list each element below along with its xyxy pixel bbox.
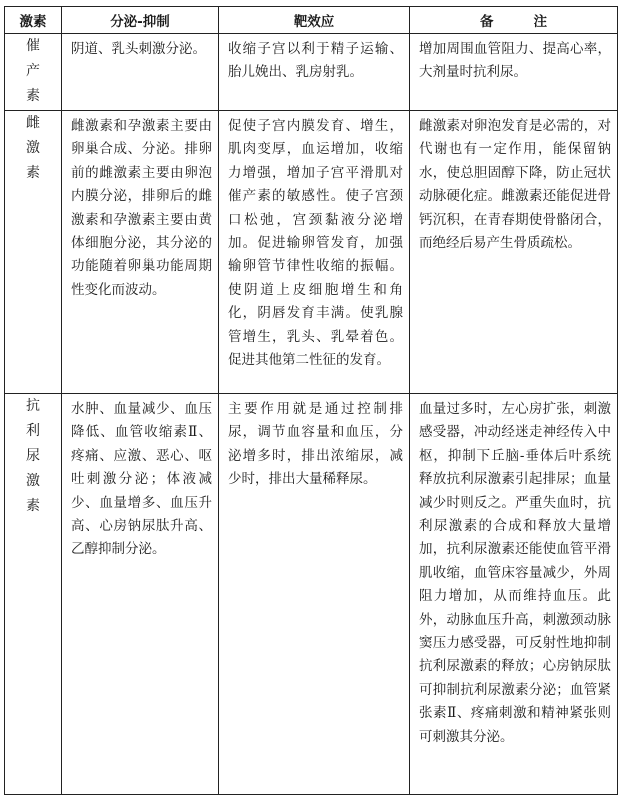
header-hormone: 激素 bbox=[5, 7, 62, 34]
header-secretion-inhibition: 分泌-抑制 bbox=[62, 7, 219, 34]
hormone-name-cell bbox=[5, 111, 62, 394]
target-effect-cell: 主要作用就是通过控制排尿，调节血容量和血压，分泌增多时，排出浓缩尿，减少时，排出大量稀释尿。 bbox=[219, 394, 410, 795]
hormone-name: 催产素 bbox=[26, 38, 40, 104]
table-row-antidiuretic-hormone bbox=[5, 394, 618, 795]
secretion-cell: 阴道、乳头刺激分泌。 bbox=[62, 34, 219, 111]
table-row-oxytocin bbox=[5, 34, 618, 111]
header-target-effect: 靶效应 bbox=[219, 7, 410, 34]
hormone-name: 雌激素 bbox=[26, 115, 40, 181]
table-header-row bbox=[5, 7, 618, 34]
remark-cell: 增加周围血管阻力、提高心率，大剂量时抗利尿。 bbox=[410, 34, 618, 111]
target-effect-cell: 收缩子宫以利于精子运输、胎儿娩出、乳房射乳。 bbox=[219, 34, 410, 111]
remark-cell: 血量过多时，左心房扩张，刺激感受器，冲动经迷走神经传入中枢，抑制下丘脑-垂体后叶系统释放抗利尿激素引起排尿；血量减少时则反之。严重失血时，抗利尿激素的合成和释放大量增加，抗利尿激素还能使血管平滑肌收缩，血管床容量减少，外周阻力增加，从而维持血压。此外，动脉血压升高，刺激颈动脉窦压力感受器，可反射性地抑制抗利尿激素的释放；心房钠尿肽可抑制抗利尿激素分泌；血管紧张素Ⅱ、疼痛刺激和精神紧张则可刺激其分泌。 bbox=[410, 394, 618, 795]
header-remarks-char-2: 注 bbox=[533, 14, 547, 30]
header-remarks-char-1: 备 bbox=[480, 14, 494, 30]
table-row-estrogen bbox=[5, 111, 618, 394]
hormone-table bbox=[4, 6, 618, 795]
hormone-name-cell bbox=[5, 34, 62, 111]
hormone-name: 抗利尿激素 bbox=[26, 398, 40, 514]
header-remarks bbox=[410, 7, 618, 34]
secretion-cell: 水肿、血量减少、血压降低、血管收缩素Ⅱ、疼痛、应激、恶心、呕吐刺激分泌；体液减少、血量增多、血压升高、心房钠尿肽升高、乙醇抑制分泌。 bbox=[62, 394, 219, 795]
target-effect-cell: 促使子宫内膜发育、增生，肌肉变厚，血运增加，收缩力增强，增加子宫平滑肌对催产素的敏感性。使子宫颈口松弛，宫颈黏液分泌增加。促进输卵管发育，加强输卵管节律性收缩的振幅。使阴道上皮细胞增生和角化，阴唇发育丰满。使乳腺管增生，乳头、乳晕着色。促进其他第二性征的发育。 bbox=[219, 111, 410, 394]
secretion-cell: 雌激素和孕激素主要由卵巢合成、分泌。排卵前的雌激素主要由卵泡内膜分泌，排卵后的雌激素和孕激素主要由黄体细胞分泌，其分泌的功能随着卵巢功能周期性变化而波动。 bbox=[62, 111, 219, 394]
remark-cell: 雌激素对卵泡发育是必需的，对代谢也有一定作用，能保留钠水，使总胆固醇下降，防止冠状动脉硬化症。雌激素还能促进骨钙沉积，在青春期使骨骼闭合，而绝经后易产生骨质疏松。 bbox=[410, 111, 618, 394]
hormone-name-cell bbox=[5, 394, 62, 795]
